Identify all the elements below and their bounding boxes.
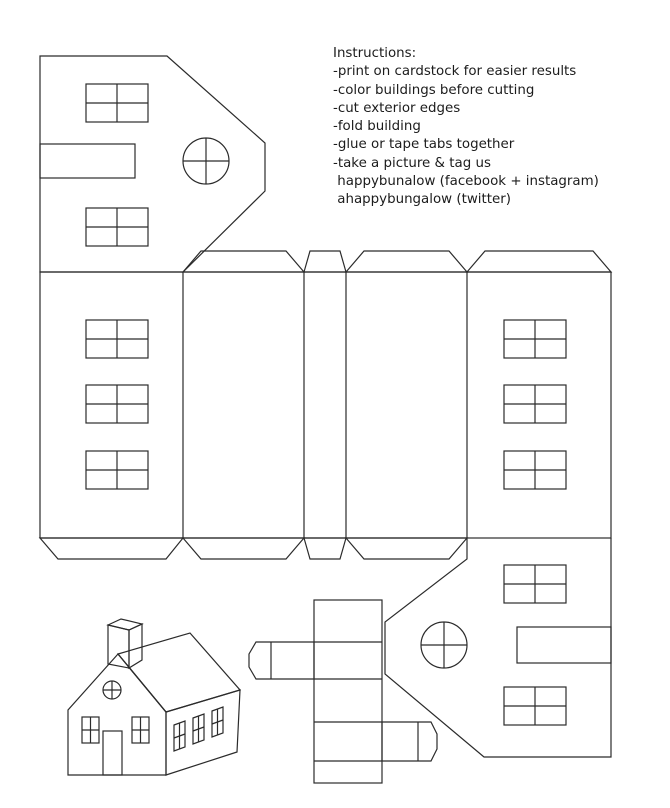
round-window-top — [183, 138, 229, 184]
roof-tab-3 — [346, 251, 467, 272]
side-wall-b-window-2 — [504, 385, 566, 423]
base-tab-3 — [304, 538, 346, 559]
chimney-net — [314, 600, 382, 783]
gable-wall-top — [40, 56, 265, 272]
gable-window-top-lower — [86, 208, 148, 246]
side-wall-b-window-1 — [504, 320, 566, 358]
roof-tab-4 — [467, 251, 611, 272]
instruction-line: happybunalow (facebook + instagram) — [333, 174, 599, 190]
chimney-side-tab-left — [249, 642, 314, 679]
instruction-line: ahappybungalow (twitter) — [333, 192, 511, 208]
side-wall-a-window-2 — [86, 385, 148, 423]
instructions-block — [333, 45, 653, 210]
side-wall-a-window-1 — [86, 320, 148, 358]
gable-window-bottom-lower — [504, 687, 566, 725]
instruction-line: -cut exterior edges — [333, 100, 461, 116]
gable-wall-bottom — [385, 538, 611, 757]
instruction-line: -glue or tape tabs together — [333, 137, 515, 153]
roof-tab-2 — [304, 251, 346, 272]
instruction-line: -fold building — [333, 119, 421, 135]
instruction-line: -color buildings before cutting — [333, 82, 535, 98]
base-tab-2 — [183, 538, 304, 559]
instruction-line: -print on cardstock for easier results — [333, 64, 577, 80]
base-tab-1 — [40, 538, 183, 559]
instructions-title: Instructions: — [333, 46, 417, 61]
round-window-bottom — [421, 622, 467, 668]
gable-window-top-upper — [86, 84, 148, 122]
gable-window-bottom-upper — [504, 565, 566, 603]
instruction-line: -take a picture & tag us — [333, 155, 491, 171]
side-wall-a-window-3 — [86, 451, 148, 489]
side-wall-b-window-3 — [504, 451, 566, 489]
base-tab-4 — [346, 538, 467, 559]
wall-strip — [40, 272, 611, 538]
assembled-house-illustration — [68, 619, 240, 775]
chimney-side-tab-right — [382, 722, 437, 761]
